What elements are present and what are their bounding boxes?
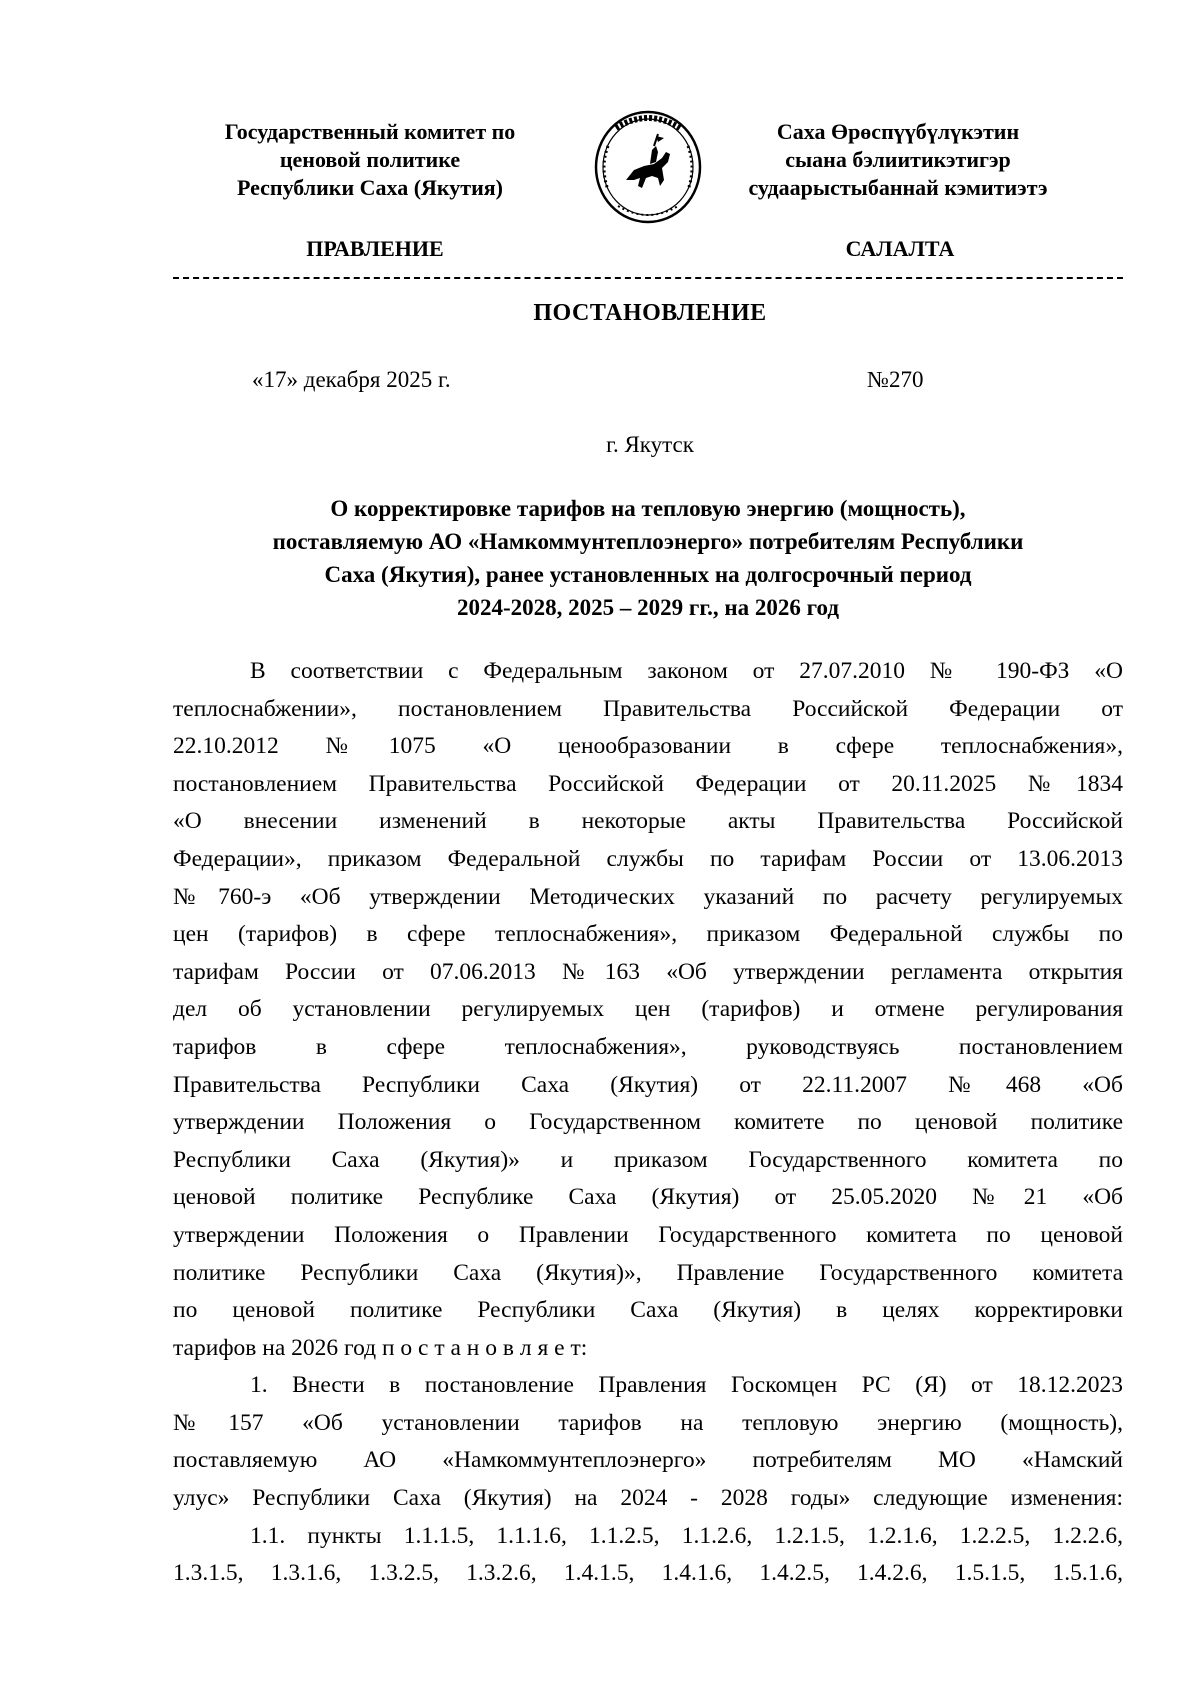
- body-line: теплоснабжении», постановлением Правительства Российской Федерации от: [173, 695, 1123, 722]
- body-line: цен (тарифов) в сфере теплоснабжения», приказом Федеральной службы по: [173, 921, 1123, 948]
- document-type-title: ПОСТАНОВЛЕНИЕ: [533, 300, 767, 326]
- body-line: В соответствии с Федеральным законом от 27.07.2010 № 190-ФЗ «О: [250, 658, 1123, 684]
- body-line: №157 «Об установлении тарифов на тепловую энергию (мощность),: [173, 1409, 1123, 1436]
- republic-sakha-coat-of-arms-icon: [592, 106, 704, 224]
- body-line: «О внесении изменений в некоторые акты Правительства Российской: [173, 808, 1123, 835]
- body-line: 22.10.2012 №1075 «О ценообразовании в сфере теплоснабжения»,: [173, 733, 1123, 760]
- body-line: Правительства Республики Саха (Якутия) от 22.11.2007 №468 «Об: [173, 1071, 1123, 1098]
- body-line: политике Республики Саха (Якутия)», Правление Государственного комитета: [173, 1259, 1123, 1286]
- header-left-line: Государственный комитет по: [224, 119, 516, 144]
- body-line: утверждении Положения о Правлении Государственного комитета по ценовой: [173, 1221, 1123, 1248]
- body-line: улус» Республики Саха (Якутия) на 2024 - 2028 годы» следующие изменения:: [173, 1485, 1123, 1512]
- body-line: тарифам России от 07.06.2013 №163 «Об утверждении регламента открытия: [173, 958, 1123, 985]
- header-left-line: ценовой политике: [279, 147, 461, 172]
- body-line: №760-э «Об утверждении Методических указаний по расчету регулируемых: [173, 883, 1123, 910]
- board-label-sakha: САЛАЛТА: [845, 236, 955, 261]
- document-subject: [173, 492, 1123, 624]
- header-right-line: сыана бэлиитикэтигэр: [785, 147, 1011, 172]
- body-line: тарифов на 2026 год п о с т а н о в л я е т:: [173, 1334, 588, 1361]
- body-line: утверждении Положения о Государственном комитете по ценовой политике: [173, 1109, 1123, 1136]
- subject-line: 2024-2028, 2025 – 2029 гг., на 2026 год: [456, 595, 840, 620]
- header-right-line: судаарыстыбаннай кэмитиэтэ: [748, 175, 1048, 200]
- document-number: №270: [867, 367, 924, 392]
- subject-line: Саха (Якутия), ранее установленных на долгосрочный период: [324, 562, 972, 587]
- body-line: постановлением Правительства Российской Федерации от 20.11.2025 №1834: [173, 770, 1123, 797]
- header-right-org: [728, 118, 1068, 202]
- header-right-line: Саха Өрөспүүбүлүкэтин: [776, 119, 1020, 144]
- document-city: г. Якутск: [606, 432, 694, 457]
- body-line: 1. Внести в постановление Правления Госкомцен РС (Я) от 18.12.2023: [250, 1372, 1123, 1399]
- subject-line: поставляемую АО «Намкоммунтеплоэнерго» потребителям Республики: [272, 529, 1024, 554]
- dashed-divider: [173, 277, 1123, 279]
- body-line: Федерации», приказом Федеральной службы по тарифам России от 13.06.2013: [173, 845, 1123, 872]
- body-line: ценовой политике Республике Саха (Якутия) от 25.05.2020 №21 «Об: [173, 1184, 1123, 1211]
- body-line: тарифов в сфере теплоснабжения», руководствуясь постановлением: [173, 1033, 1123, 1060]
- body-line: Республики Саха (Якутия)» и приказом Государственного комитета по: [173, 1146, 1123, 1173]
- body-line: 1.3.1.5, 1.3.1.6, 1.3.2.5, 1.3.2.6, 1.4.1.5, 1.4.1.6, 1.4.2.5, 1.4.2.6, 1.5.1.5, 1.5.1.6,: [173, 1560, 1123, 1587]
- body-line: 1.1. пункты 1.1.1.5, 1.1.1.6, 1.1.2.5, 1.1.2.6, 1.2.1.5, 1.2.1.6, 1.2.2.5, 1.2.2.6,: [250, 1522, 1123, 1549]
- header-left-org: [190, 118, 550, 202]
- board-label-ru: ПРАВЛЕНИЕ: [306, 236, 444, 261]
- body-line: по ценовой политике Республики Саха (Якутия) в целях корректировки: [173, 1297, 1123, 1324]
- header-left-line: Республики Саха (Якутия): [236, 175, 504, 200]
- subject-line: О корректировке тарифов на тепловую энергию (мощность),: [330, 496, 966, 521]
- body-line: дел об установлении регулируемых цен (тарифов) и отмене регулирования: [173, 996, 1123, 1023]
- body-line: поставляемую АО «Намкоммунтеплоэнерго» потребителям МО «Намский: [173, 1447, 1123, 1474]
- document-body: [173, 653, 1123, 1593]
- document-date: «17» декабря 2025 г.: [252, 367, 451, 392]
